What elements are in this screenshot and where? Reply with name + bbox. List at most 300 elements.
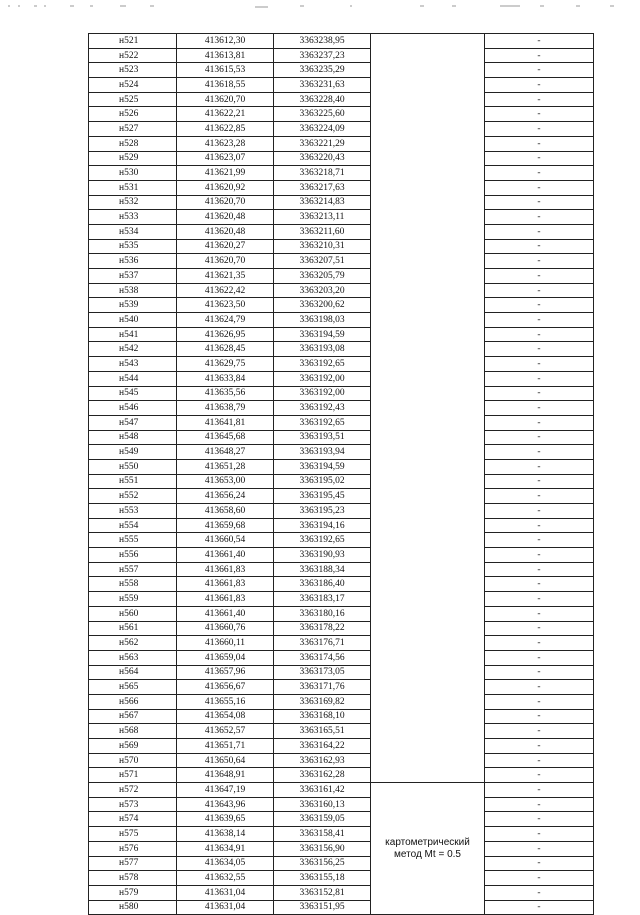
note-cell: - [485,885,594,900]
x-coordinate-cell: 413639,65 [177,812,274,827]
point-id-cell: н579 [89,885,177,900]
table-row [89,592,594,607]
point-id-cell: н531 [89,180,177,195]
point-id-cell: н552 [89,489,177,504]
y-coordinate-cell: 3363205,79 [274,269,371,284]
point-id-cell: н570 [89,753,177,768]
note-cell: - [485,224,594,239]
point-id-cell: н553 [89,504,177,519]
table-row [89,283,594,298]
table-row [89,739,594,754]
x-coordinate-cell: 413661,83 [177,592,274,607]
table-row [89,636,594,651]
point-id-cell: н575 [89,827,177,842]
y-coordinate-cell: 3363198,03 [274,313,371,328]
point-id-cell: н578 [89,871,177,886]
x-coordinate-cell: 413620,48 [177,210,274,225]
point-id-cell: н567 [89,709,177,724]
table-row [89,650,594,665]
table-row [89,78,594,93]
note-cell: - [485,34,594,49]
x-coordinate-cell: 413623,28 [177,136,274,151]
y-coordinate-cell: 3363158,41 [274,827,371,842]
y-coordinate-cell: 3363183,17 [274,592,371,607]
note-cell: - [485,783,594,798]
table-row [89,254,594,269]
y-coordinate-cell: 3363178,22 [274,621,371,636]
x-coordinate-cell: 413661,83 [177,562,274,577]
x-coordinate-cell: 413624,79 [177,313,274,328]
y-coordinate-cell: 3363173,05 [274,665,371,680]
note-cell: - [485,151,594,166]
note-cell: - [485,900,594,915]
note-cell: - [485,709,594,724]
y-coordinate-cell: 3363162,28 [274,768,371,783]
note-cell: - [485,577,594,592]
x-coordinate-cell: 413613,81 [177,48,274,63]
point-id-cell: н527 [89,122,177,137]
note-cell: - [485,650,594,665]
x-coordinate-cell: 413633,84 [177,371,274,386]
point-id-cell: н558 [89,577,177,592]
x-coordinate-cell: 413618,55 [177,78,274,93]
y-coordinate-cell: 3363159,05 [274,812,371,827]
table-row [89,371,594,386]
note-cell: - [485,841,594,856]
x-coordinate-cell: 413632,55 [177,871,274,886]
table-row [89,709,594,724]
y-coordinate-cell: 3363217,63 [274,180,371,195]
table-row [89,680,594,695]
point-id-cell: н576 [89,841,177,856]
x-coordinate-cell: 413615,53 [177,63,274,78]
note-cell: - [485,812,594,827]
table-row [89,107,594,122]
table-row [89,180,594,195]
note-cell: - [485,856,594,871]
table-row [89,357,594,372]
x-coordinate-cell: 413638,14 [177,827,274,842]
point-id-cell: н560 [89,606,177,621]
point-id-cell: н539 [89,298,177,313]
point-id-cell: н543 [89,357,177,372]
y-coordinate-cell: 3363194,16 [274,518,371,533]
table-row [89,518,594,533]
y-coordinate-cell: 3363211,60 [274,224,371,239]
y-coordinate-cell: 3363151,95 [274,900,371,915]
point-id-cell: н549 [89,445,177,460]
y-coordinate-cell: 3363169,82 [274,694,371,709]
table-row [89,34,594,49]
point-id-cell: н577 [89,856,177,871]
method-cell-empty [371,34,485,783]
y-coordinate-cell: 3363213,11 [274,210,371,225]
y-coordinate-cell: 3363162,93 [274,753,371,768]
point-id-cell: н528 [89,136,177,151]
note-cell: - [485,92,594,107]
point-id-cell: н523 [89,63,177,78]
note-cell: - [485,445,594,460]
x-coordinate-cell: 413623,50 [177,298,274,313]
note-cell: - [485,606,594,621]
note-cell: - [485,371,594,386]
table-row [89,753,594,768]
note-cell: - [485,180,594,195]
point-id-cell: н554 [89,518,177,533]
point-id-cell: н529 [89,151,177,166]
note-cell: - [485,430,594,445]
x-coordinate-cell: 413622,42 [177,283,274,298]
table-row [89,92,594,107]
x-coordinate-cell: 413620,48 [177,224,274,239]
y-coordinate-cell: 3363207,51 [274,254,371,269]
x-coordinate-cell: 413661,40 [177,606,274,621]
table-row [89,562,594,577]
point-id-cell: н564 [89,665,177,680]
point-id-cell: н536 [89,254,177,269]
table-row [89,724,594,739]
y-coordinate-cell: 3363155,18 [274,871,371,886]
table-row [89,797,594,812]
point-id-cell: н534 [89,224,177,239]
y-coordinate-cell: 3363174,56 [274,650,371,665]
note-cell: - [485,768,594,783]
point-id-cell: н521 [89,34,177,49]
y-coordinate-cell: 3363192,43 [274,401,371,416]
x-coordinate-cell: 413652,57 [177,724,274,739]
point-id-cell: н562 [89,636,177,651]
point-id-cell: н542 [89,342,177,357]
point-id-cell: н541 [89,327,177,342]
x-coordinate-cell: 413660,76 [177,621,274,636]
note-cell: - [485,48,594,63]
table-row [89,577,594,592]
y-coordinate-cell: 3363171,76 [274,680,371,695]
point-id-cell: н561 [89,621,177,636]
y-coordinate-cell: 3363152,81 [274,885,371,900]
x-coordinate-cell: 413612,30 [177,34,274,49]
table-row [89,401,594,416]
y-coordinate-cell: 3363193,08 [274,342,371,357]
table-row [89,313,594,328]
x-coordinate-cell: 413655,16 [177,694,274,709]
table-row [89,430,594,445]
y-coordinate-cell: 3363164,22 [274,739,371,754]
x-coordinate-cell: 413620,70 [177,92,274,107]
table-row [89,151,594,166]
note-cell: - [485,827,594,842]
note-cell: - [485,724,594,739]
y-coordinate-cell: 3363194,59 [274,327,371,342]
x-coordinate-cell: 413622,21 [177,107,274,122]
x-coordinate-cell: 413641,81 [177,415,274,430]
table-row [89,342,594,357]
y-coordinate-cell: 3363237,23 [274,48,371,63]
note-cell: - [485,386,594,401]
y-coordinate-cell: 3363214,83 [274,195,371,210]
y-coordinate-cell: 3363225,60 [274,107,371,122]
point-id-cell: н522 [89,48,177,63]
point-id-cell: н568 [89,724,177,739]
y-coordinate-cell: 3363192,65 [274,533,371,548]
x-coordinate-cell: 413621,35 [177,269,274,284]
point-id-cell: н538 [89,283,177,298]
y-coordinate-cell: 3363220,43 [274,151,371,166]
table-row [89,783,594,798]
point-id-cell: н545 [89,386,177,401]
point-id-cell: н530 [89,166,177,181]
y-coordinate-cell: 3363238,95 [274,34,371,49]
x-coordinate-cell: 413654,08 [177,709,274,724]
x-coordinate-cell: 413634,91 [177,841,274,856]
note-cell: - [485,518,594,533]
x-coordinate-cell: 413653,00 [177,474,274,489]
x-coordinate-cell: 413635,56 [177,386,274,401]
note-cell: - [485,474,594,489]
coordinates-table [88,33,594,915]
x-coordinate-cell: 413629,75 [177,357,274,372]
note-cell: - [485,195,594,210]
table-row [89,269,594,284]
y-coordinate-cell: 3363195,45 [274,489,371,504]
y-coordinate-cell: 3363160,13 [274,797,371,812]
y-coordinate-cell: 3363210,31 [274,239,371,254]
x-coordinate-cell: 413631,04 [177,900,274,915]
x-coordinate-cell: 413647,19 [177,783,274,798]
y-coordinate-cell: 3363231,63 [274,78,371,93]
table-row [89,812,594,827]
table-row [89,621,594,636]
note-cell: - [485,797,594,812]
y-coordinate-cell: 3363194,59 [274,459,371,474]
coordinates-table-page [88,33,589,915]
note-cell: - [485,680,594,695]
x-coordinate-cell: 413638,79 [177,401,274,416]
point-id-cell: н573 [89,797,177,812]
x-coordinate-cell: 413631,04 [177,885,274,900]
table-row [89,841,594,856]
x-coordinate-cell: 413645,68 [177,430,274,445]
note-cell: - [485,489,594,504]
note-cell: - [485,415,594,430]
x-coordinate-cell: 413650,64 [177,753,274,768]
x-coordinate-cell: 413628,45 [177,342,274,357]
table-row [89,459,594,474]
x-coordinate-cell: 413620,92 [177,180,274,195]
note-cell: - [485,269,594,284]
y-coordinate-cell: 3363156,90 [274,841,371,856]
point-id-cell: н550 [89,459,177,474]
note-cell: - [485,562,594,577]
point-id-cell: н556 [89,548,177,563]
x-coordinate-cell: 413659,04 [177,650,274,665]
y-coordinate-cell: 3363228,40 [274,92,371,107]
y-coordinate-cell: 3363190,93 [274,548,371,563]
note-cell: - [485,210,594,225]
y-coordinate-cell: 3363235,29 [274,63,371,78]
table-row [89,327,594,342]
table-row [89,239,594,254]
point-id-cell: н526 [89,107,177,122]
x-coordinate-cell: 413656,24 [177,489,274,504]
note-cell: - [485,592,594,607]
note-cell: - [485,78,594,93]
x-coordinate-cell: 413634,05 [177,856,274,871]
table-row [89,445,594,460]
point-id-cell: н544 [89,371,177,386]
note-cell: - [485,504,594,519]
note-cell: - [485,694,594,709]
point-id-cell: н563 [89,650,177,665]
table-row [89,900,594,915]
note-cell: - [485,166,594,181]
table-row [89,504,594,519]
y-coordinate-cell: 3363195,02 [274,474,371,489]
table-row [89,474,594,489]
table-row [89,885,594,900]
note-cell: - [485,665,594,680]
y-coordinate-cell: 3363165,51 [274,724,371,739]
y-coordinate-cell: 3363200,62 [274,298,371,313]
point-id-cell: н572 [89,783,177,798]
table-row [89,827,594,842]
table-row [89,768,594,783]
note-cell: - [485,739,594,754]
x-coordinate-cell: 413643,96 [177,797,274,812]
note-cell: - [485,63,594,78]
table-row [89,48,594,63]
note-cell: - [485,753,594,768]
y-coordinate-cell: 3363192,00 [274,386,371,401]
y-coordinate-cell: 3363192,65 [274,357,371,372]
y-coordinate-cell: 3363193,94 [274,445,371,460]
table-row [89,694,594,709]
table-row [89,415,594,430]
point-id-cell: н566 [89,694,177,709]
note-cell: - [485,313,594,328]
y-coordinate-cell: 3363180,16 [274,606,371,621]
point-id-cell: н548 [89,430,177,445]
x-coordinate-cell: 413660,11 [177,636,274,651]
point-id-cell: н533 [89,210,177,225]
table-row [89,136,594,151]
x-coordinate-cell: 413659,68 [177,518,274,533]
table-row [89,63,594,78]
y-coordinate-cell: 3363156,25 [274,856,371,871]
point-id-cell: н571 [89,768,177,783]
point-id-cell: н551 [89,474,177,489]
table-row [89,871,594,886]
x-coordinate-cell: 413620,70 [177,195,274,210]
x-coordinate-cell: 413648,91 [177,768,274,783]
note-cell: - [485,122,594,137]
y-coordinate-cell: 3363161,42 [274,783,371,798]
table-row [89,122,594,137]
x-coordinate-cell: 413656,67 [177,680,274,695]
point-id-cell: н535 [89,239,177,254]
note-cell: - [485,871,594,886]
point-id-cell: н557 [89,562,177,577]
y-coordinate-cell: 3363221,29 [274,136,371,151]
point-id-cell: н547 [89,415,177,430]
x-coordinate-cell: 413661,83 [177,577,274,592]
x-coordinate-cell: 413658,60 [177,504,274,519]
x-coordinate-cell: 413651,71 [177,739,274,754]
y-coordinate-cell: 3363192,00 [274,371,371,386]
point-id-cell: н525 [89,92,177,107]
point-id-cell: н537 [89,269,177,284]
table-row [89,606,594,621]
table-row [89,856,594,871]
y-coordinate-cell: 3363218,71 [274,166,371,181]
x-coordinate-cell: 413661,40 [177,548,274,563]
x-coordinate-cell: 413620,70 [177,254,274,269]
table-row [89,665,594,680]
y-coordinate-cell: 3363186,40 [274,577,371,592]
note-cell: - [485,401,594,416]
note-cell: - [485,254,594,269]
x-coordinate-cell: 413621,99 [177,166,274,181]
note-cell: - [485,136,594,151]
note-cell: - [485,636,594,651]
table-row [89,210,594,225]
point-id-cell: н532 [89,195,177,210]
x-coordinate-cell: 413622,85 [177,122,274,137]
point-id-cell: н580 [89,900,177,915]
y-coordinate-cell: 3363168,10 [274,709,371,724]
y-coordinate-cell: 3363203,20 [274,283,371,298]
table-row [89,224,594,239]
x-coordinate-cell: 413648,27 [177,445,274,460]
note-cell: - [485,548,594,563]
y-coordinate-cell: 3363193,51 [274,430,371,445]
y-coordinate-cell: 3363195,23 [274,504,371,519]
x-coordinate-cell: 413623,07 [177,151,274,166]
table-row [89,548,594,563]
note-cell: - [485,107,594,122]
note-cell: - [485,621,594,636]
note-cell: - [485,459,594,474]
x-coordinate-cell: 413620,27 [177,239,274,254]
point-id-cell: н524 [89,78,177,93]
y-coordinate-cell: 3363188,34 [274,562,371,577]
point-id-cell: н565 [89,680,177,695]
y-coordinate-cell: 3363192,65 [274,415,371,430]
note-cell: - [485,239,594,254]
y-coordinate-cell: 3363176,71 [274,636,371,651]
table-row [89,386,594,401]
note-cell: - [485,342,594,357]
table-row [89,166,594,181]
method-cell: картометрический метод Mt = 0.5 [371,783,485,915]
note-cell: - [485,533,594,548]
note-cell: - [485,283,594,298]
x-coordinate-cell: 413660,54 [177,533,274,548]
point-id-cell: н540 [89,313,177,328]
table-row [89,489,594,504]
note-cell: - [485,327,594,342]
x-coordinate-cell: 413626,95 [177,327,274,342]
point-id-cell: н546 [89,401,177,416]
table-row [89,533,594,548]
scan-artifact-marks [0,0,640,14]
point-id-cell: н559 [89,592,177,607]
x-coordinate-cell: 413651,28 [177,459,274,474]
table-row [89,298,594,313]
point-id-cell: н555 [89,533,177,548]
point-id-cell: н569 [89,739,177,754]
x-coordinate-cell: 413657,96 [177,665,274,680]
